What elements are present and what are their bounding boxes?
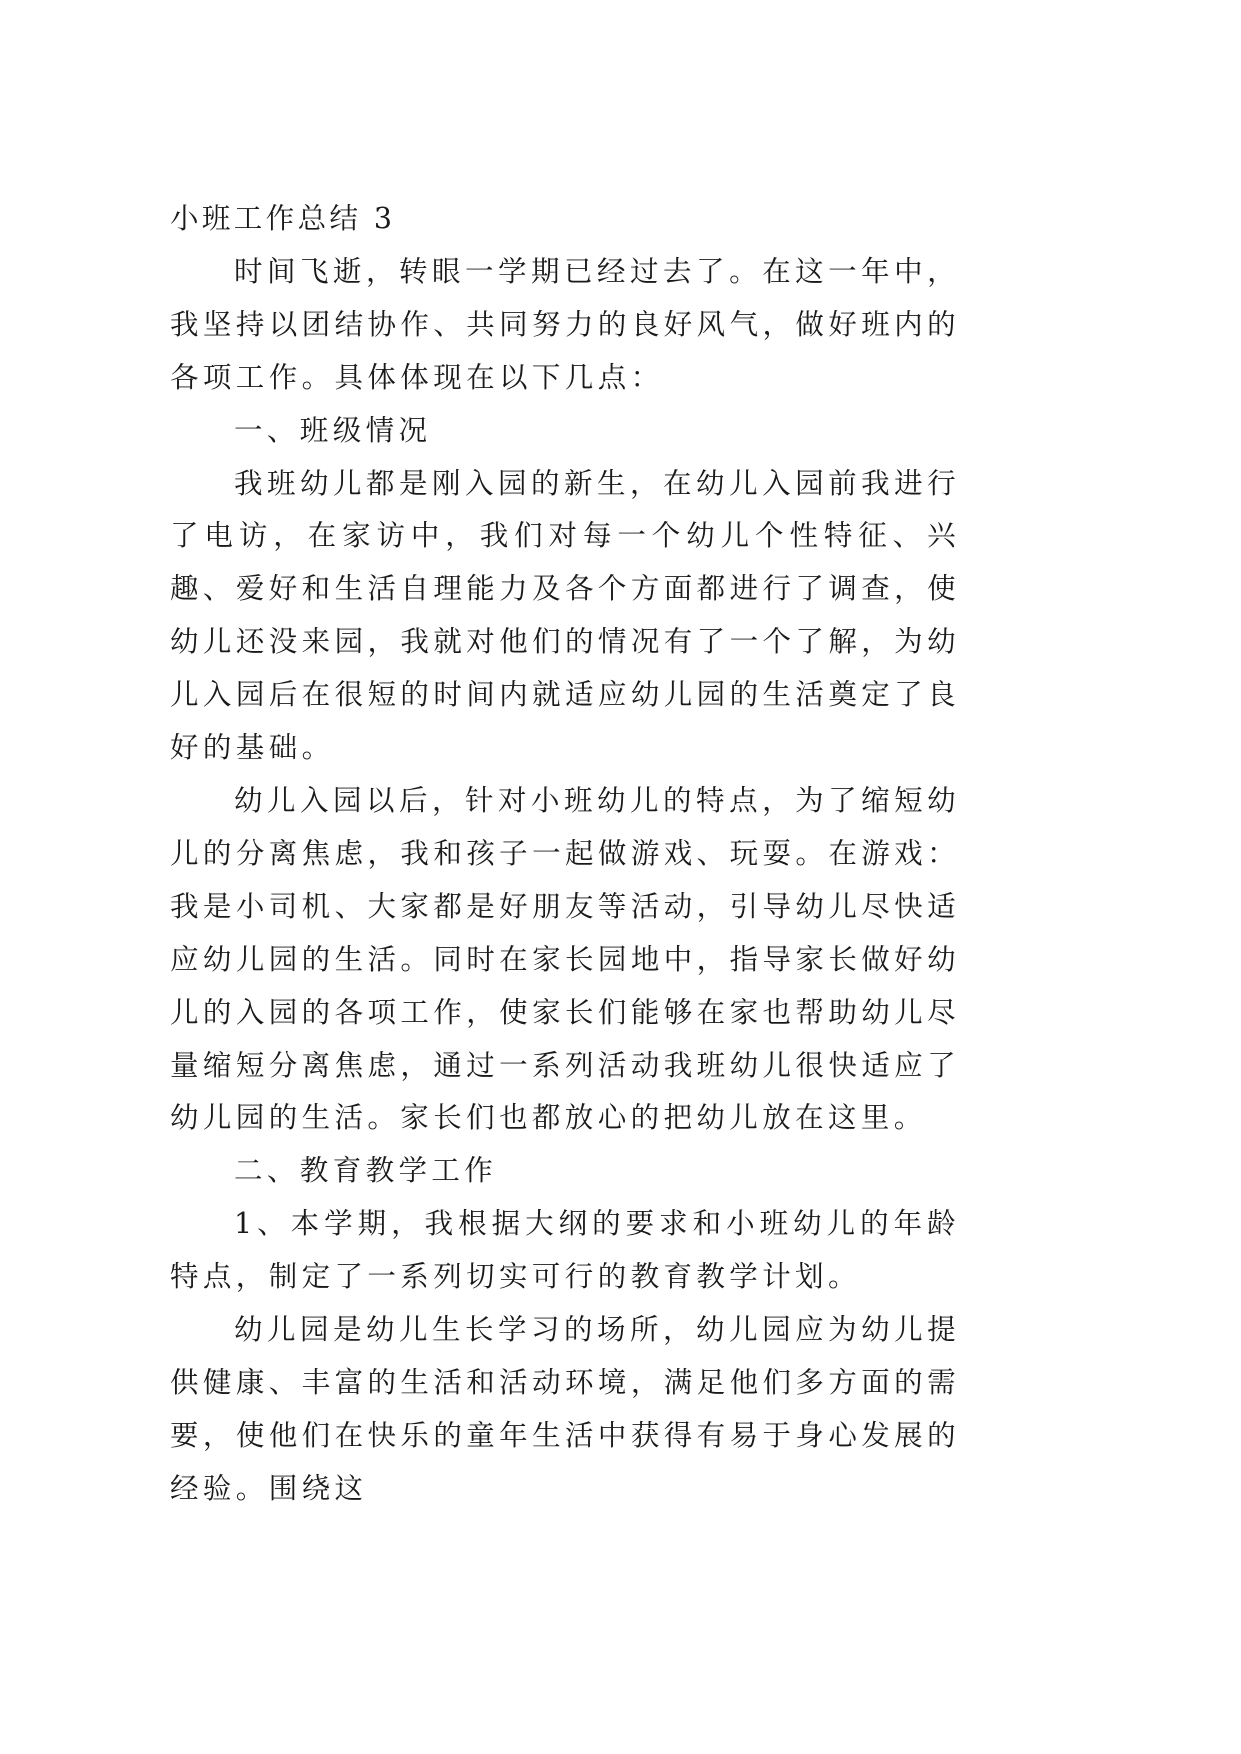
paragraph-teaching-plan: 1、本学期，我根据大纲的要求和小班幼儿的年龄特点，制定了一系列切实可行的教育教学计划。 <box>170 1207 960 1294</box>
document-body <box>170 193 960 1516</box>
paragraph-kindergarten-environment: 幼儿园是幼儿生长学习的场所，幼儿园应为幼儿提供健康、丰富的生活和活动环境，满足他们多方面的需要，使他们在快乐的童年生活中获得有易于身心发展的经验。围绕这 <box>170 1313 960 1505</box>
paragraph-home-visit: 我班幼儿都是刚入园的新生，在幼儿入园前我进行了电访，在家访中，我们对每一个幼儿个性特征、兴趣、爱好和生活自理能力及各个方面都进行了调查，使幼儿还没来园，我就对他们的情况有了一个了解，为幼儿入园后在很短的时间内就适应幼儿园的生活奠定了良好的基础。 <box>170 466 960 765</box>
section-heading-class-situation: 一、班级情况 <box>234 413 432 447</box>
paragraph-separation-anxiety: 幼儿入园以后，针对小班幼儿的特点，为了缩短幼儿的分离焦虑，我和孩子一起做游戏、玩耍。在游戏：我是小司机、大家都是好朋友等活动，引导幼儿尽快适应幼儿园的生活。同时在家长园地中，指导家长做好幼儿的入园的各项工作，使家长们能够在家也帮助幼儿尽量缩短分离焦虑，通过一系列活动我班幼儿很快适应了幼儿园的生活。家长们也都放心的把幼儿放在这里。 <box>170 783 960 1135</box>
paragraph-intro: 时间飞逝，转眼一学期已经过去了。在这一年中，我坚持以团结协作、共同努力的良好风气，做好班内的各项工作。具体体现在以下几点： <box>170 254 960 394</box>
document-title: 小班工作总结 3 <box>170 202 396 235</box>
section-heading-teaching-work: 二、教育教学工作 <box>234 1154 498 1188</box>
